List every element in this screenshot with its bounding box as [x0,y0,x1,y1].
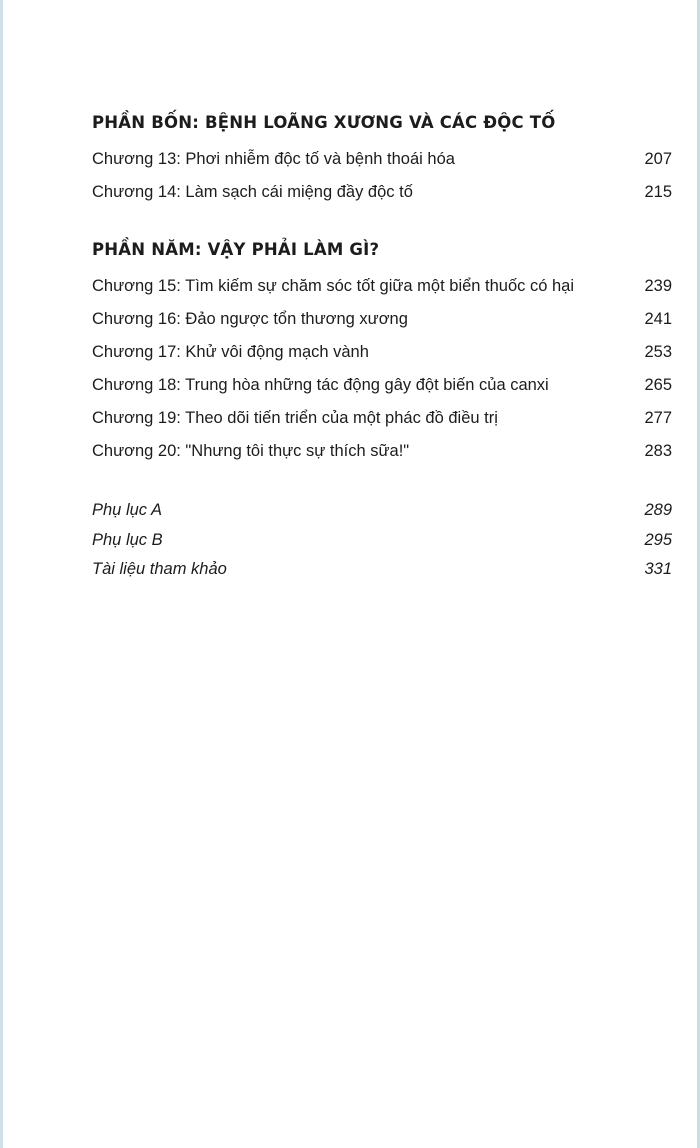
entry-page: 331 [644,560,672,578]
entry-page: 215 [644,183,672,201]
toc-entry [92,145,672,178]
page-edge-left [0,0,3,1148]
entry-page: 207 [644,150,672,168]
part-heading: PHẦN NĂM: VẬY PHẢI LÀM GÌ? [92,240,380,259]
entry-page: 295 [644,530,672,549]
entry-page: 277 [644,409,672,427]
entry-page: 289 [644,501,672,519]
part-five-section [92,237,672,470]
entry-page: 265 [644,376,672,394]
entry-title: Chương 13: Phơi nhiễm độc tố và bệnh thoái hóa [92,150,455,168]
entry-page: 241 [644,310,672,328]
entry-title: Tài liệu tham khảo [92,560,227,578]
toc-entry [92,526,672,556]
entry-title: Chương 16: Đảo ngược tổn thương xương [92,310,408,328]
part-four-section [92,110,672,211]
toc-entry [92,371,672,404]
toc-entry [92,555,672,585]
entry-title: Phụ lục A [92,501,163,519]
toc-entry [92,437,672,470]
entry-title: Phụ lục B [92,530,163,549]
part-heading: PHẦN BỐN: BỆNH LOÃNG XƯƠNG VÀ CÁC ĐỘC TỐ [92,113,556,132]
entry-title: Chương 20: "Nhưng tôi thực sự thích sữa!" [92,442,410,460]
toc-entry [92,272,672,305]
toc-entry [92,404,672,437]
entry-page: 283 [644,442,672,460]
toc-entry [92,338,672,371]
toc-entry [92,305,672,338]
entry-title: Chương 15: Tìm kiếm sự chăm sóc tốt giữa một biển thuốc có hại [92,277,575,295]
entry-title: Chương 14: Làm sạch cái miệng đầy độc tố [92,183,413,201]
entry-title: Chương 17: Khử vôi động mạch vành [92,343,369,361]
appendix-section [92,496,672,585]
entry-page: 253 [644,343,672,361]
entry-title: Chương 19: Theo dõi tiến triển của một phác đồ điều trị [92,409,498,427]
toc-entry [92,178,672,211]
entry-title: Chương 18: Trung hòa những tác động gây đột biến của canxi [92,376,549,394]
table-of-contents [92,110,672,611]
entry-page: 239 [644,277,672,295]
toc-entry [92,496,672,526]
